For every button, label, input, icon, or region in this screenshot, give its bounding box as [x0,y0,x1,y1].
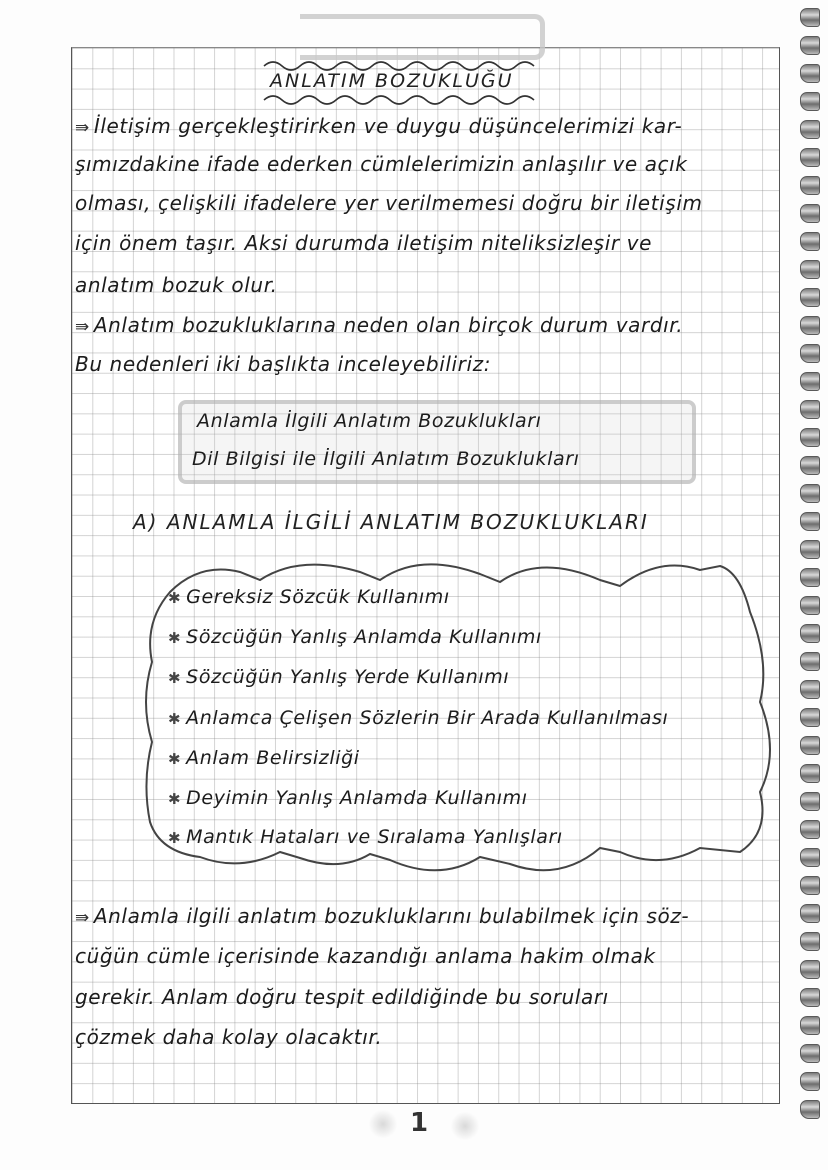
spiral-ring-icon [800,176,820,195]
asterisk-icon: ✱ [168,750,182,768]
intro-line-5: anlatım bozuk olur. [75,273,278,297]
list-item: ✱ Gereksiz Sözcük Kullanımı [168,586,450,608]
spiral-ring-icon [800,988,820,1007]
spiral-ring-icon [800,848,820,867]
closing-line-2: cüğün cümle içerisinde kazandığı anlama hakim olmak [75,944,656,968]
spiral-ring-icon [800,764,820,783]
spiral-ring-icon [800,316,820,335]
spiral-ring-icon [800,540,820,559]
intro-line-3: olması, çelişkili ifadelere yer verilmemesi doğru bir iletişim [75,191,703,215]
spiral-ring-icon [800,512,820,531]
spiral-ring-icon [800,456,820,475]
spiral-ring-icon [800,624,820,643]
intro-line-1: ⇛ İletişim gerçekleştirirken ve duygu düşüncelerimizi kar- [75,114,683,138]
causes-line-2: Bu nedenleri iki başlıkta inceleyebiliriz: [75,352,492,376]
category-meaning: Anlamla İlgili Anlatım Bozuklukları [197,410,542,432]
spiral-ring-icon [800,120,820,139]
page-number: 1 [410,1108,429,1138]
scan-smudge [368,1110,398,1138]
spiral-ring-icon [800,64,820,83]
spiral-ring-icon [800,568,820,587]
spiral-ring-icon [800,204,820,223]
causes-line-1: ⇛ Anlatım bozukluklarına neden olan birçok durum vardır. [75,313,684,337]
spiral-ring-icon [800,820,820,839]
asterisk-icon: ✱ [168,589,182,607]
intro-line-4: için önem taşır. Aksi durumda iletişim niteliksizleşir ve [75,231,652,255]
spiral-ring-icon [800,960,820,979]
spiral-ring-icon [800,1072,820,1091]
spiral-ring-icon [800,792,820,811]
closing-line-4: çözmek daha kolay olacaktır. [75,1025,383,1049]
list-item: ✱ Anlam Belirsizliği [168,747,360,769]
spiral-ring-icon [800,372,820,391]
spiral-ring-icon [800,1016,820,1035]
list-item: ✱ Anlamca Çelişen Sözlerin Bir Arada Kullanılması [168,707,669,729]
spiral-ring-icon [800,260,820,279]
asterisk-icon: ✱ [168,669,182,687]
list-item: ✱ Mantık Hataları ve Sıralama Yanlışları [168,826,563,848]
spiral-ring-icon [800,1100,820,1119]
asterisk-icon: ✱ [168,829,182,847]
spiral-ring-icon [800,92,820,111]
spiral-ring-icon [800,652,820,671]
page-title: ANLATIM BOZUKLUĞU [270,70,514,92]
intro-line-2: şımızdakine ifade ederken cümlelerimizin anlaşılır ve açık [75,152,688,176]
category-grammar: Dil Bilgisi ile İlgili Anlatım Bozuklukları [192,448,580,470]
spiral-binding [800,8,822,1158]
page-title-block [262,58,540,106]
asterisk-icon: ✱ [168,710,182,728]
closing-line-3: gerekir. Anlam doğru tespit edildiğinde bu soruları [75,985,609,1009]
spiral-ring-icon [800,904,820,923]
double-arrow-icon: ⇛ [75,118,90,138]
spiral-ring-icon [800,680,820,699]
spiral-ring-icon [800,708,820,727]
list-item: ✱ Sözcüğün Yanlış Yerde Kullanımı [168,666,510,688]
double-arrow-icon: ⇛ [75,908,90,928]
list-item: ✱ Sözcüğün Yanlış Anlamda Kullanımı [168,626,542,648]
spiral-ring-icon [800,932,820,951]
closing-line-1: ⇛ Anlamla ilgili anlatım bozukluklarını bulabilmek için söz- [75,904,690,928]
section-a-heading: A) ANLAMLA İLGİLİ ANLATIM BOZUKLUKLARI [133,510,649,534]
asterisk-icon: ✱ [168,629,182,647]
spiral-ring-icon [800,344,820,363]
spiral-ring-icon [800,1044,820,1063]
spiral-ring-icon [800,428,820,447]
spiral-ring-icon [800,148,820,167]
scan-smudge [450,1112,480,1140]
tape-mark [300,14,545,60]
spiral-ring-icon [800,36,820,55]
list-item: ✱ Deyimin Yanlış Anlamda Kullanımı [168,787,528,809]
spiral-ring-icon [800,400,820,419]
spiral-ring-icon [800,288,820,307]
spiral-ring-icon [800,8,820,27]
spiral-ring-icon [800,876,820,895]
spiral-ring-icon [800,484,820,503]
spiral-ring-icon [800,596,820,615]
spiral-ring-icon [800,736,820,755]
spiral-ring-icon [800,232,820,251]
asterisk-icon: ✱ [168,790,182,808]
double-arrow-icon: ⇛ [75,317,90,337]
